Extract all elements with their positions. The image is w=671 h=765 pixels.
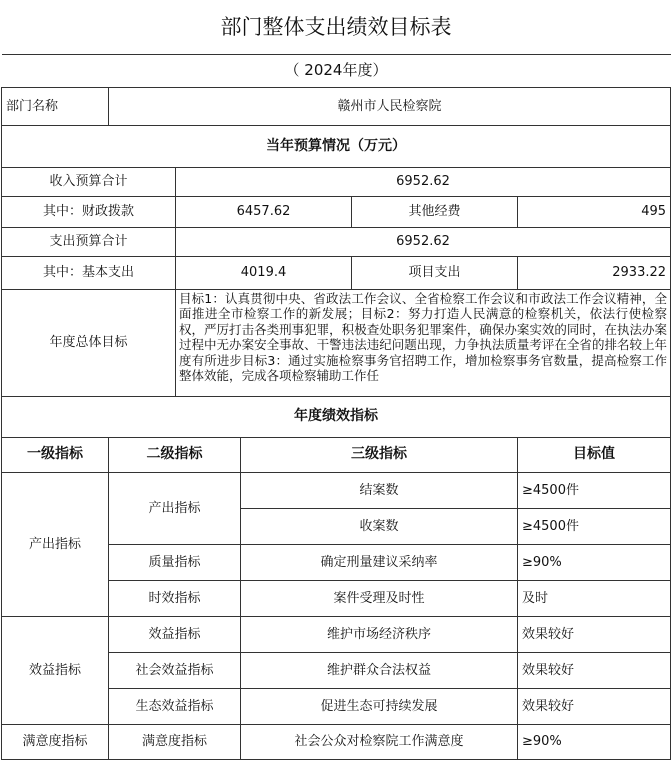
closed-cases-target: ≥4500件 <box>518 472 671 508</box>
expense-total-label: 支出预算合计 <box>2 227 176 256</box>
annual-goal-text <box>176 289 671 396</box>
project-expense-value: 2933.22 <box>518 256 671 289</box>
other-funds-label: 其他经费 <box>352 196 518 227</box>
satisfaction-target: ≥90% <box>518 724 671 759</box>
other-funds-value: 495 <box>518 196 671 227</box>
benefit-level1: 效益指标 <box>2 616 109 724</box>
department-label: 部门名称 <box>2 87 109 125</box>
output-quantity-level2: 产出指标 <box>109 472 241 544</box>
social-benefit-indicator: 维护群众合法权益 <box>241 652 518 688</box>
budget-section-title: 当年预算情况（万元） <box>2 125 671 167</box>
eco-benefit-indicator: 促进生态可持续发展 <box>241 688 518 724</box>
received-cases-indicator: 收案数 <box>241 508 518 544</box>
social-benefit-target: 效果较好 <box>518 652 671 688</box>
annual-goal-label: 年度总体目标 <box>2 289 176 396</box>
fiscal-allocation-value: 6457.62 <box>176 196 352 227</box>
fiscal-year: （ 2024年度） <box>2 54 671 87</box>
timeliness-target: 及时 <box>518 580 671 616</box>
header-level1: 一级指标 <box>2 437 109 472</box>
basic-expense-label: 其中：基本支出 <box>2 256 176 289</box>
output-level1: 产出指标 <box>2 472 109 616</box>
satisfaction-level1: 满意度指标 <box>2 724 109 759</box>
satisfaction-indicator: 社会公众对检察院工作满意度 <box>241 724 518 759</box>
performance-section-title: 年度绩效指标 <box>2 396 671 437</box>
eco-benefit-target: 效果较好 <box>518 688 671 724</box>
income-total-value: 6952.62 <box>176 167 671 196</box>
timeliness-indicator: 案件受理及时性 <box>241 580 518 616</box>
received-cases-target: ≥4500件 <box>518 508 671 544</box>
quality-level2: 质量指标 <box>109 544 241 580</box>
social-benefit-level2: 社会效益指标 <box>109 652 241 688</box>
satisfaction-level2: 满意度指标 <box>109 724 241 759</box>
closed-cases-indicator: 结案数 <box>241 472 518 508</box>
basic-expense-value: 4019.4 <box>176 256 352 289</box>
effect-level2: 效益指标 <box>109 616 241 652</box>
fiscal-allocation-label: 其中：财政拨款 <box>2 196 176 227</box>
performance-goal-table <box>1 1 671 760</box>
department-value: 赣州市人民检察院 <box>109 87 671 125</box>
eco-benefit-level2: 生态效益指标 <box>109 688 241 724</box>
annual-goal-content: 目标1：认真贯彻中央、省政法工作会议、全省检察工作会议和市政法工作会议精神，全面推进全市检察工作的新发展；目标2：努力打造人民满意的检察机关，依法行使检察权，严厉打击各类刑事犯罪，积极查处职务犯罪案件，确保办案实效的同时，在执法办案过程中无办案安全事故、干警违法违纪问题出现，力争执法质量考评在全省的排名较上年度有所进步目标3：通过实施检察事务官招聘工作，增加检察事务官数量，提高检察工作整体效能，完成各项检察辅助工作任 <box>179 290 668 383</box>
header-level3: 三级指标 <box>241 437 518 472</box>
expense-total-value: 6952.62 <box>176 227 671 256</box>
table-title: 部门整体支出绩效目标表 <box>2 1 671 54</box>
header-target: 目标值 <box>518 437 671 472</box>
quality-target: ≥90% <box>518 544 671 580</box>
project-expense-label: 项目支出 <box>352 256 518 289</box>
header-level2: 二级指标 <box>109 437 241 472</box>
effect-indicator: 维护市场经济秩序 <box>241 616 518 652</box>
quality-indicator: 确定刑量建议采纳率 <box>241 544 518 580</box>
timeliness-level2: 时效指标 <box>109 580 241 616</box>
income-total-label: 收入预算合计 <box>2 167 176 196</box>
effect-target: 效果较好 <box>518 616 671 652</box>
